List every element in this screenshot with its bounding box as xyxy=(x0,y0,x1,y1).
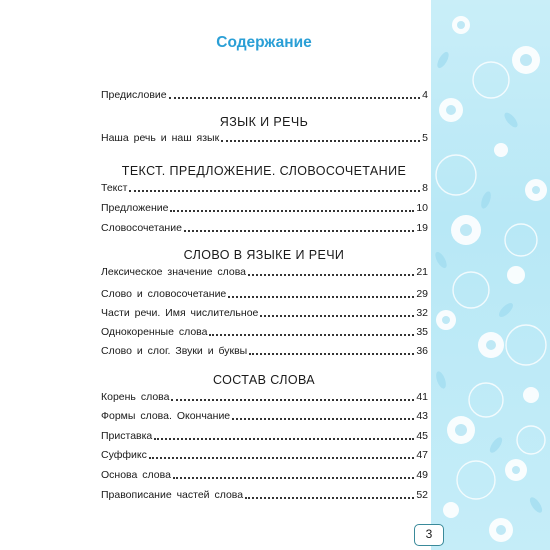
toc-entry[interactable] xyxy=(101,265,428,279)
toc-entry-page: 5 xyxy=(422,132,428,144)
toc-entry[interactable] xyxy=(101,488,428,502)
toc-entry[interactable] xyxy=(101,409,428,423)
section-heading-language-speech: ЯЗЫК И РЕЧЬ xyxy=(219,115,309,129)
toc-entry[interactable] xyxy=(101,325,428,339)
toc-entry-page: 4 xyxy=(422,89,428,101)
dot-leader xyxy=(149,457,414,459)
toc-entry-page: 47 xyxy=(416,449,428,461)
toc-entry-label: Правописание частей слова xyxy=(101,489,244,501)
toc-entry-label: Текст xyxy=(101,182,128,194)
toc-entry[interactable] xyxy=(101,131,428,145)
toc-entry-page: 10 xyxy=(416,202,428,214)
toc-entry-page: 36 xyxy=(416,345,428,357)
toc-entry-preface[interactable] xyxy=(101,88,428,102)
toc-entry-label: Слово и словосочетание xyxy=(101,288,227,300)
toc-entry-page: 49 xyxy=(416,469,428,481)
toc-entry[interactable] xyxy=(101,287,428,301)
toc-entry-label: Лексическое значение слова xyxy=(101,266,247,278)
toc-entry-label: Приставка xyxy=(101,430,153,442)
dot-leader xyxy=(209,334,414,336)
dot-leader xyxy=(154,438,414,440)
dot-leader xyxy=(173,477,414,479)
toc-entry[interactable] xyxy=(101,181,428,195)
toc-entry[interactable] xyxy=(101,468,428,482)
toc-entry[interactable] xyxy=(101,390,428,404)
toc-entry-label: Слово и слог. Звуки и буквы xyxy=(101,345,248,357)
toc-entry-label: Наша речь и наш язык xyxy=(101,132,220,144)
dot-leader xyxy=(260,315,414,317)
dot-leader xyxy=(221,140,420,142)
flower-pattern-icon xyxy=(431,0,550,550)
toc-entry-page: 8 xyxy=(422,182,428,194)
dot-leader xyxy=(248,274,414,276)
toc-entry-page: 45 xyxy=(416,430,428,442)
toc-entry-label: Корень слова xyxy=(101,391,170,403)
section-heading-word-structure: СОСТАВ СЛОВА xyxy=(212,373,316,387)
toc-entry[interactable] xyxy=(101,448,428,462)
dot-leader xyxy=(245,497,414,499)
toc-entry-page: 32 xyxy=(416,307,428,319)
page-number-badge: 3 xyxy=(414,524,444,546)
toc-entry[interactable] xyxy=(101,429,428,443)
dot-leader xyxy=(170,210,414,212)
section-heading-text-sentence: ТЕКСТ. ПРЕДЛОЖЕНИЕ. СЛОВОСОЧЕТАНИЕ xyxy=(121,164,407,178)
toc-entry-page: 21 xyxy=(416,266,428,278)
toc-entry-page: 29 xyxy=(416,288,428,300)
toc-entry-page: 19 xyxy=(416,222,428,234)
toc-entry-page: 41 xyxy=(416,391,428,403)
section-heading-word: СЛОВО В ЯЗЫКЕ И РЕЧИ xyxy=(183,248,345,262)
toc-entry-page: 43 xyxy=(416,410,428,422)
dot-leader xyxy=(169,97,421,99)
page-title: Содержание xyxy=(216,34,312,51)
toc-entry-label: Предисловие xyxy=(101,89,167,101)
toc-entry-label: Основа слова xyxy=(101,469,171,481)
toc-entry[interactable] xyxy=(101,221,428,235)
dot-leader xyxy=(232,418,414,420)
dot-leader xyxy=(171,399,414,401)
toc-entry[interactable] xyxy=(101,306,428,320)
toc-entry-label: Предложение xyxy=(101,202,169,214)
dot-leader xyxy=(228,296,414,298)
toc-entry-label: Формы слова. Окончание xyxy=(101,410,231,422)
dot-leader xyxy=(249,353,414,355)
toc-entry-label: Однокоренные слова xyxy=(101,326,208,338)
dot-leader xyxy=(129,190,420,192)
toc-entry[interactable] xyxy=(101,201,428,215)
dot-leader xyxy=(184,230,414,232)
toc-entry-label: Суффикс xyxy=(101,449,147,461)
toc-entry-page: 52 xyxy=(416,489,428,501)
toc-entry-label: Словосочетание xyxy=(101,222,182,234)
toc-entry-label: Части речи. Имя числительное xyxy=(101,307,259,319)
toc-entry-page: 35 xyxy=(416,326,428,338)
toc-entry[interactable] xyxy=(101,344,428,358)
